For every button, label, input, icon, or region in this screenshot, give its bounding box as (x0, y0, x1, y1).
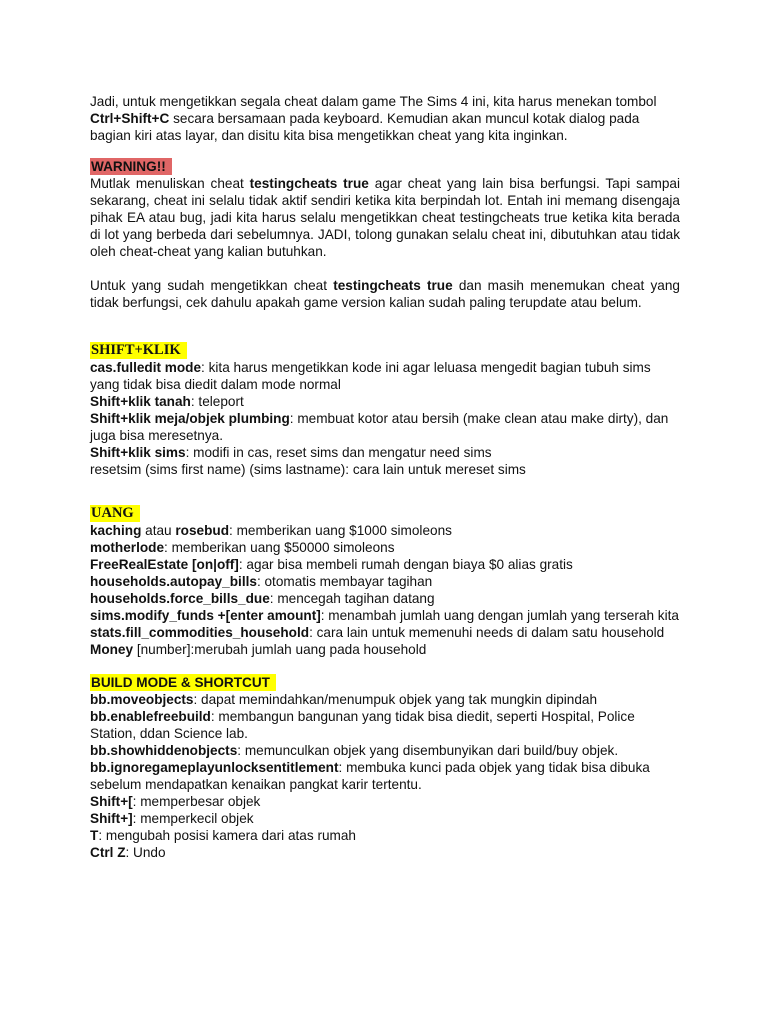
cheat-key: Shift+klik sims (90, 445, 186, 460)
cheat-key: stats.fill_commodities_household (90, 625, 310, 640)
uang-heading: UANG (90, 505, 140, 522)
build-mode-list (90, 691, 680, 861)
list-item (90, 359, 680, 393)
cheat-key: bb.moveobjects (90, 692, 194, 707)
list-item (90, 691, 680, 708)
cheat-key: FreeRealEstate [on|off] (90, 557, 239, 572)
uang-list (90, 522, 680, 658)
cheat-description: : memperbesar objek (132, 794, 261, 809)
list-item (90, 844, 680, 861)
list-item (90, 556, 680, 573)
cheat-key: Ctrl Z (90, 845, 126, 860)
build-mode-heading: BUILD MODE & SHORTCUT (90, 674, 276, 691)
note-text-continued: dan masih menemukan cheat yang tidak berfungsi, cek dahulu apakah game version kalian sudah paling terupdate atau belum. (90, 278, 680, 310)
list-item (90, 810, 680, 827)
cheat-key: sims.modify_funds +[enter amount] (90, 608, 321, 623)
list-item (90, 641, 680, 658)
cheat-description: : membuka kunci pada objek yang tidak bisa dibuka sebelum mendapatkan kenaikan pangkat karir tertentu. (90, 760, 650, 792)
list-item (90, 461, 680, 478)
cheat-key: motherlode (90, 540, 165, 555)
intro-text: Jadi, untuk mengetikkan segala cheat dalam game The Sims 4 ini, kita harus menekan tombol (90, 94, 657, 109)
cheat-description: : menambah jumlah uang dengan jumlah yang terserah kita (320, 608, 679, 623)
cheat-description: : teleport (190, 394, 244, 409)
cheat-description: resetsim (sims first name) (sims lastname): cara lain untuk mereset sims (90, 462, 526, 477)
intro-paragraph (90, 93, 680, 144)
cheat-key: Money (90, 642, 134, 657)
list-item (90, 827, 680, 844)
cheat-description: : kita harus mengetikkan kode ini agar leluasa mengedit bagian tubuh sims yang tidak bisa diedit dalam mode normal (90, 360, 651, 392)
document-page (90, 93, 680, 861)
warning-text-continued: agar cheat yang lain bisa berfungsi. Tapi sampai sekarang, cheat ini selalu tidak aktif sendiri ketika kita berpindah lot. Entah ini memang disengaja pihak EA atau bug, jadi kita harus selalu mengetikkan cheat testingcheats true ketika kita berada di lot yang berbeda dari sebelumnya. JADI, tolong gunakan selalu cheat ini, dibutuhkan atau tidak oleh cheat-cheat yang kalian butuhkan. (90, 176, 681, 259)
list-item (90, 522, 680, 539)
cheat-description: : mencegah tagihan datang (269, 591, 435, 606)
list-item (90, 624, 680, 641)
cheat-description: : membangun bangunan yang tidak bisa diedit, seperti Hospital, Police Station, ddan Science lab. (90, 709, 635, 741)
shift-klik-list (90, 359, 680, 478)
cheat-key: Shift+klik tanah (90, 394, 191, 409)
cheat-description: : agar bisa membeli rumah dengan biaya $0 alias gratis (238, 557, 573, 572)
cheat-key: bb.ignoregameplayunlocksentitlement (90, 760, 339, 775)
cheat-description: : otomatis membayar tagihan (256, 574, 433, 589)
version-note-paragraph (90, 277, 680, 311)
cheat-code: testingcheats true (249, 176, 369, 191)
warning-heading: WARNING!! (90, 158, 172, 175)
cheat-key: bb.enablefreebuild (90, 709, 211, 724)
cheat-key: Shift+[ (90, 794, 133, 809)
cheat-key: households.force_bills_due (90, 591, 270, 606)
list-item (90, 759, 680, 793)
cheat-description: : memberikan uang $1000 simoleons (229, 523, 452, 538)
note-text: Untuk yang sudah mengetikkan cheat (90, 278, 334, 293)
cheat-description: : dapat memindahkan/menumpuk objek yang tak mungkin dipindah (193, 692, 598, 707)
warning-text: Mutlak menuliskan cheat (90, 176, 250, 191)
cheat-description: : membuat kotor atau bersih (make clean atau make dirty), dan juga bisa meresetnya. (90, 411, 669, 443)
cheat-description: : memperkecil objek (132, 811, 254, 826)
cheat-key: Shift+klik meja/objek plumbing (90, 411, 290, 426)
cheat-code: testingcheats true (333, 278, 453, 293)
cheat-key: cas.fulledit mode (90, 360, 202, 375)
list-item (90, 742, 680, 759)
cheat-key: rosebud (175, 523, 230, 538)
cheat-description: : memberikan uang $50000 simoleons (164, 540, 395, 555)
list-item (90, 539, 680, 556)
list-item (90, 607, 680, 624)
cheat-description: : mengubah posisi kamera dari atas rumah (98, 828, 356, 843)
list-item (90, 573, 680, 590)
list-item (90, 590, 680, 607)
cheat-key: households.autopay_bills (90, 574, 257, 589)
cheat-description: : cara lain untuk memenuhi needs di dalam satu household (309, 625, 665, 640)
cheat-key: bb.showhiddenobjects (90, 743, 238, 758)
intro-text-continued: secara bersamaan pada keyboard. Kemudian akan muncul kotak dialog pada bagian kiri atas layar, dan disitu kita bisa mengetikkan cheat yang kita inginkan. (90, 111, 640, 143)
cheat-description: : memunculkan objek yang disembunyikan dari build/buy objek. (237, 743, 619, 758)
shift-klik-heading: SHIFT+KLIK (90, 342, 187, 359)
list-item (90, 393, 680, 410)
cheat-key: Shift+] (90, 811, 133, 826)
cheat-description: : modifi in cas, reset sims dan mengatur need sims (185, 445, 492, 460)
connector-text: atau (141, 523, 176, 538)
cheat-description: [number]:merubah jumlah uang pada household (133, 642, 427, 657)
list-item (90, 444, 680, 461)
list-item (90, 410, 680, 444)
intro-shortcut-key: Ctrl+Shift+C (90, 111, 170, 126)
list-item (90, 708, 680, 742)
cheat-key: T (90, 828, 99, 843)
cheat-description: : Undo (125, 845, 166, 860)
cheat-key: kaching (90, 523, 142, 538)
list-item (90, 793, 680, 810)
warning-paragraph (90, 175, 680, 260)
